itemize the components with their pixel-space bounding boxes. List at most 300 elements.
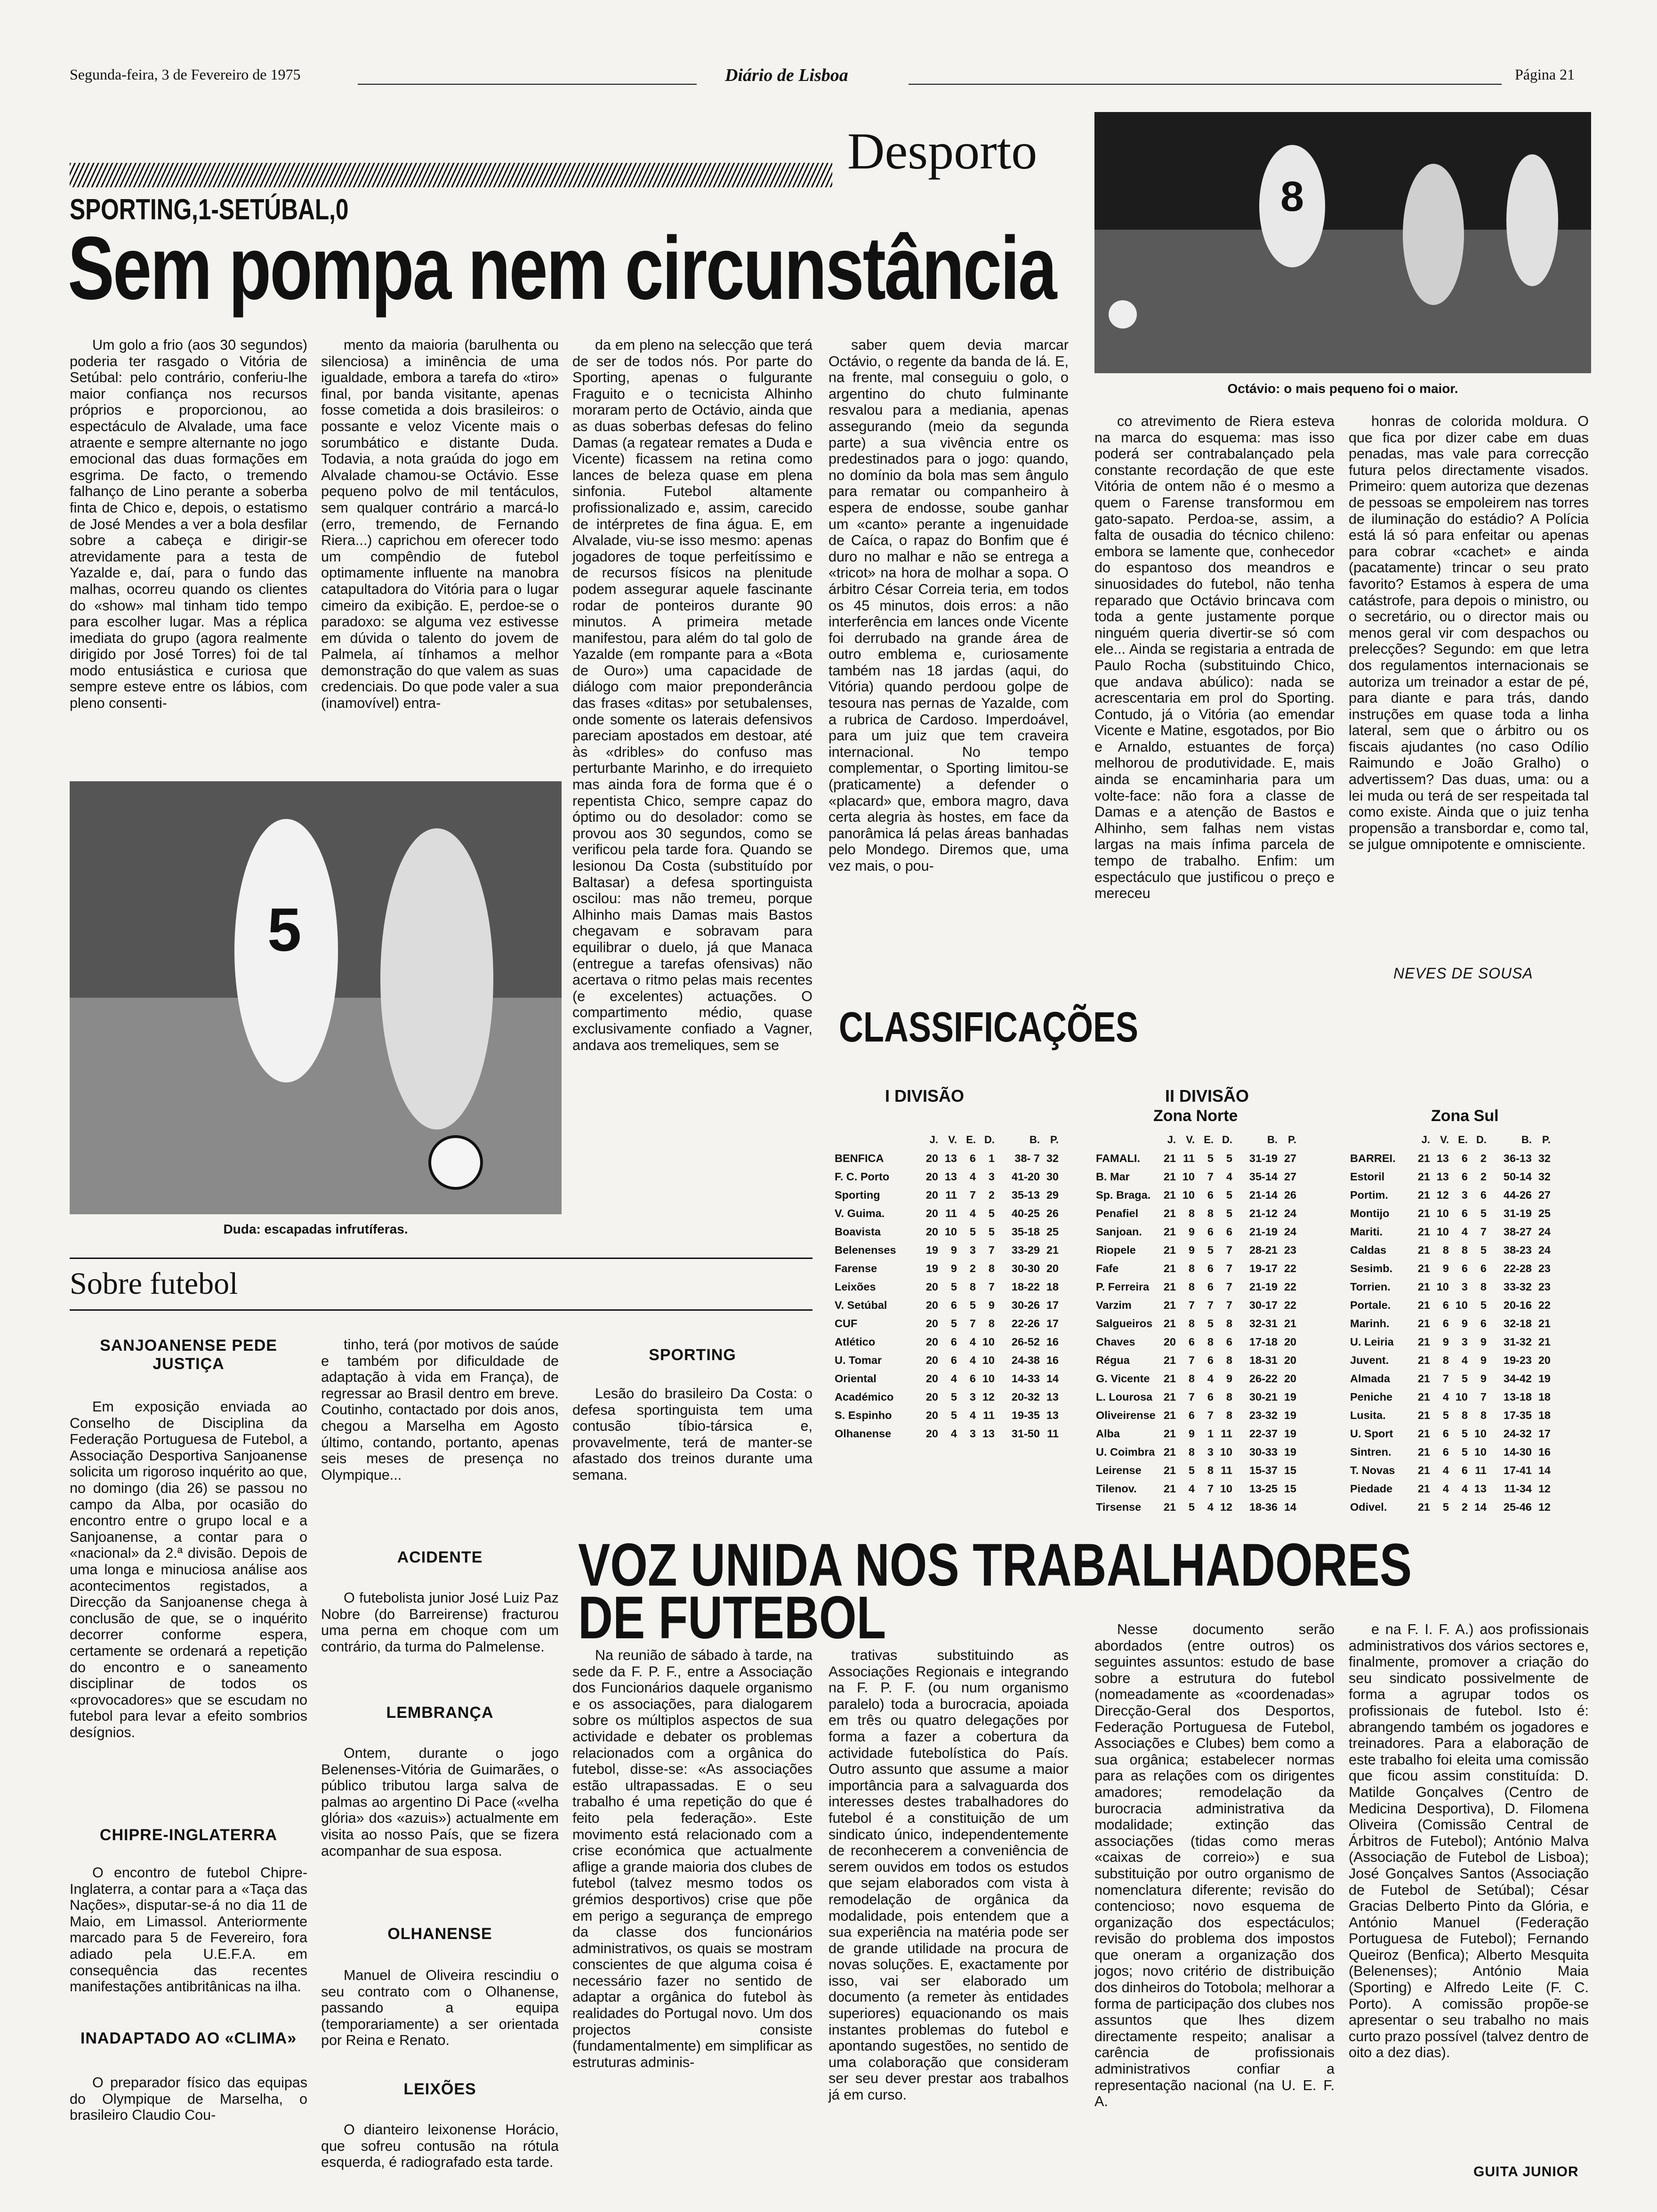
stat-cell: 18-22: [1011, 1281, 1040, 1293]
stat-cell: 7: [988, 1281, 995, 1293]
stat-cell: 17-41: [1503, 1464, 1532, 1476]
stat-cell: 21: [1163, 1207, 1176, 1219]
stat-cell: 4: [1442, 1391, 1449, 1403]
stat-cell: 23: [1538, 1262, 1551, 1274]
stat-cell: 41-20: [1011, 1170, 1040, 1183]
sobre-s1-text: Em exposição enviada ao Conselho de Disciplina da Federação Portuguesa de Futebol, a Associação Desportiva Sanjoanense solicita um rigoroso inquérito ao que, no domingo (dia 26) se passou no campo da Alba, por ocasião do encontro entre o grupo local e a Sanjoanense, a contar para o «nacional» da 2.ª divisão. Depois de uma longa e minuciosa análise aos acontecimentos registados, a Direcção da Sanjoanense chega à conclusão de que, se o inquérito decorrer conforme espera, certamente se ordenará a repetição do encontro e o saneamento disciplinar de todos os «provocadores» que se escudam no futebol para levar a efeito sombrios desígnios.: [70, 1399, 307, 1740]
stat-cell: 3: [988, 1170, 995, 1183]
team-name: U. Sport: [1350, 1427, 1393, 1440]
stat-cell: 7: [1188, 1354, 1195, 1366]
stat-cell: 21: [1417, 1299, 1430, 1311]
stat-cell: 11: [1221, 1427, 1232, 1440]
team-name: S. Espinho: [835, 1409, 892, 1421]
photo-duda-image: [70, 781, 562, 1214]
team-name: Sporting: [835, 1189, 880, 1201]
stat-cell: 6: [1461, 1152, 1468, 1164]
team-name: Portim.: [1350, 1189, 1388, 1201]
stat-cell: 20: [1046, 1262, 1059, 1274]
stat-cell: 11: [1221, 1464, 1232, 1476]
stat-cell: 5: [1188, 1501, 1195, 1513]
stat-cell: 24: [1284, 1207, 1296, 1219]
stat-cell: 14: [1284, 1501, 1296, 1513]
stat-cell: 4: [969, 1409, 976, 1421]
stat-cell: 5: [950, 1317, 957, 1330]
stat-cell: 3: [969, 1391, 976, 1403]
stat-cell: 6: [1480, 1262, 1487, 1274]
team-name: Salgueiros: [1096, 1317, 1153, 1330]
stat-cell: 7: [1207, 1409, 1214, 1421]
lead-col-5-text: co atrevimento de Riera esteva na marca do esquema: mas isso poderá ser contrabalançado pela constante recordação de que este Vitória de ontem não é o mesmo a quem o Farense transformou em gato-sapato. Perdoa-se, assim, a falta de ousadia do técnico chileno: embora se lamente que, conhecedor do espantoso dos meandros e sinuosidades do futebol, não tenha reparado que Octávio brincava com toda a gente justamente porque ninguém queria divertir-se só com ele... Ainda se registaria a entrada de Paulo Rocha (substituindo Chico, que andava abúlico): nada se acrescentaria em prol do Sporting. Contudo, já o Vitória (ao emendar Vicente e Matine, esgotados, por Bio e Arnaldo, estuantes de força) melhorou de produtividade. E, mais ainda se encaminharia para um volte-face: não fora a classe de Damas e a atenção de Bastos e Alhinho, sem falhas nem vistas largas na mais ínfima parcela de tempo de trabalho. Enfim: um espectáculo que justificou o preço e mereceu: [1094, 413, 1335, 902]
stat-cell: 21: [1417, 1226, 1430, 1238]
stat-cell: 6: [1442, 1299, 1449, 1311]
stat-cell: 4: [1207, 1372, 1214, 1385]
stat-cell: 30-21: [1249, 1391, 1278, 1403]
stat-cell: 30-33: [1249, 1446, 1278, 1458]
stat-cell: 6: [1461, 1262, 1468, 1274]
stat-cell: 6: [1207, 1189, 1214, 1201]
col-header: V.: [948, 1134, 957, 1146]
stat-cell: 21: [1417, 1317, 1430, 1330]
stat-cell: 24: [1284, 1226, 1296, 1238]
stat-cell: 5: [1226, 1207, 1232, 1219]
col-header: E.: [966, 1134, 976, 1146]
stat-cell: 21: [1163, 1391, 1176, 1403]
team-name: Alba: [1096, 1427, 1120, 1440]
lead-col-5: [1094, 413, 1335, 980]
stat-cell: 18-36: [1249, 1501, 1278, 1513]
table-row: [833, 1388, 1060, 1406]
table-row: [1094, 1149, 1298, 1168]
stat-cell: 20: [925, 1336, 938, 1348]
team-name: Estoril: [1350, 1170, 1385, 1183]
stat-cell: 10: [1220, 1446, 1232, 1458]
team-name: U. Coimbra: [1096, 1446, 1155, 1458]
stat-cell: 17: [1046, 1317, 1059, 1330]
stat-cell: 13: [944, 1170, 957, 1183]
stat-cell: 9: [950, 1244, 957, 1256]
stat-cell: 22: [1538, 1299, 1551, 1311]
stat-cell: 25: [1046, 1226, 1059, 1238]
stat-cell: 22: [1284, 1299, 1296, 1311]
stat-cell: 17-35: [1503, 1409, 1532, 1421]
team-name: Oriental: [835, 1372, 877, 1385]
team-name: Piedade: [1350, 1483, 1393, 1495]
table-row: [833, 1406, 1060, 1425]
stat-cell: 5: [1461, 1446, 1468, 1458]
table-row: [833, 1278, 1060, 1296]
table-row: [833, 1333, 1060, 1351]
stat-cell: 22: [1284, 1281, 1296, 1293]
stat-cell: 29: [1046, 1189, 1059, 1201]
stat-cell: 4: [950, 1427, 957, 1440]
stat-cell: 1: [988, 1152, 995, 1164]
stat-cell: 4: [969, 1354, 976, 1366]
stat-cell: 5: [1442, 1501, 1449, 1513]
table-row: [1349, 1186, 1552, 1204]
stat-cell: 20: [925, 1391, 938, 1403]
voz-col-3: [1094, 1621, 1335, 2191]
team-name: Fafe: [1096, 1262, 1119, 1274]
stat-cell: 23-32: [1249, 1409, 1278, 1421]
team-name: Sp. Braga.: [1096, 1189, 1151, 1201]
stat-cell: 31-32: [1503, 1336, 1532, 1348]
stat-cell: 26: [1284, 1189, 1296, 1201]
section-hatch: [70, 163, 832, 187]
stat-cell: 5: [1461, 1372, 1468, 1385]
stat-cell: 5: [969, 1299, 976, 1311]
col-header: D.: [984, 1134, 995, 1146]
table-row: [1349, 1168, 1552, 1186]
sobre-s3-cont-text: tinho, terá (por motivos de saúde e também por dificuldade de adaptação à vida em França), de regressar ao Brasil dentro em breve. Coutinho, contactado por dois anos, chegou a Marselha em Agosto último, contando, portanto, apenas seis meses de presença no Olympique...: [321, 1337, 559, 1483]
stat-cell: 21: [1417, 1372, 1430, 1385]
table-row: [1349, 1351, 1552, 1370]
table-row: [833, 1351, 1060, 1370]
sobre-s4: [321, 1590, 559, 1670]
stat-cell: 9: [1188, 1244, 1195, 1256]
stat-cell: 22-37: [1249, 1427, 1278, 1440]
stat-cell: 8: [1188, 1281, 1195, 1293]
stat-cell: 50-14: [1503, 1170, 1532, 1183]
stat-cell: 20: [925, 1409, 938, 1421]
col-header: E.: [1458, 1134, 1468, 1146]
stat-cell: 21: [1417, 1501, 1430, 1513]
team-name: G. Vicente: [1096, 1372, 1150, 1385]
stat-cell: 13: [1436, 1152, 1449, 1164]
stat-cell: 7: [969, 1317, 976, 1330]
table-row: [1094, 1314, 1298, 1333]
stat-cell: 9: [1461, 1317, 1468, 1330]
team-name: Leixões: [835, 1281, 876, 1293]
stat-cell: 8: [1226, 1391, 1232, 1403]
photo-octavio-caption: Octávio: o mais pequeno foi o maior.: [1227, 381, 1458, 396]
table-row: [1094, 1204, 1298, 1223]
team-name: FAMALI.: [1096, 1152, 1140, 1164]
stat-cell: 22-26: [1011, 1317, 1040, 1330]
team-name: Leirense: [1096, 1464, 1142, 1476]
sobre-s7-title: LEIXÕES: [403, 2080, 476, 2098]
stat-cell: 6: [1226, 1336, 1232, 1348]
team-name: Portale.: [1350, 1299, 1391, 1311]
table-div1-header: [833, 1130, 1060, 1149]
div1-title: I DIVISÃO: [885, 1086, 965, 1106]
stat-cell: 8: [1461, 1244, 1468, 1256]
stat-cell: 11-34: [1504, 1483, 1532, 1495]
stat-cell: 33-29: [1011, 1244, 1040, 1256]
sobre-s7-text: O dianteiro leixonense Horácio, que sofreu contusão na rótula esquerda, é radiografado esta tarde.: [321, 2122, 559, 2171]
col-header: J.: [1421, 1134, 1430, 1146]
stat-cell: 5: [988, 1226, 995, 1238]
stat-cell: 8: [1207, 1464, 1214, 1476]
stat-cell: 27: [1284, 1170, 1296, 1183]
team-name: V. Guima.: [835, 1207, 885, 1219]
stat-cell: 21: [1417, 1170, 1430, 1183]
team-name: Almada: [1350, 1372, 1390, 1385]
stat-cell: 5: [1188, 1464, 1195, 1476]
team-name: Académico: [835, 1391, 894, 1403]
stat-cell: 7: [1207, 1483, 1214, 1495]
stat-cell: 6: [950, 1299, 957, 1311]
stat-cell: 21: [1163, 1226, 1176, 1238]
stat-cell: 16: [1046, 1354, 1059, 1366]
stat-cell: 36-13: [1503, 1152, 1532, 1164]
stat-cell: 22: [1284, 1262, 1296, 1274]
photo-octavio-image: [1094, 112, 1591, 373]
stat-cell: 11: [945, 1207, 957, 1219]
team-name: Caldas: [1350, 1244, 1387, 1256]
stat-cell: 6: [1442, 1427, 1449, 1440]
stat-cell: 26-22: [1249, 1372, 1278, 1385]
stat-cell: 6: [1207, 1226, 1214, 1238]
stat-cell: 19: [1284, 1409, 1296, 1421]
stat-cell: 5: [1461, 1427, 1468, 1440]
table-row: [1349, 1370, 1552, 1388]
stat-cell: 14-30: [1503, 1446, 1532, 1458]
team-name: Belenenses: [835, 1244, 896, 1256]
svg-text:8: 8: [1280, 173, 1304, 220]
stat-cell: 24-38: [1011, 1354, 1040, 1366]
stat-cell: 6: [1461, 1464, 1468, 1476]
stat-cell: 5: [1207, 1317, 1214, 1330]
sobre-s7: [321, 2122, 559, 2190]
stat-cell: 9: [1226, 1372, 1232, 1385]
stat-cell: 11: [945, 1189, 957, 1201]
team-name: Régua: [1096, 1354, 1130, 1366]
stat-cell: 2: [969, 1262, 976, 1274]
stat-cell: 21: [1417, 1427, 1430, 1440]
team-name: Atlético: [835, 1336, 876, 1348]
stat-cell: 3: [1207, 1446, 1214, 1458]
team-name: Mariti.: [1350, 1226, 1383, 1238]
stat-cell: 20: [925, 1299, 938, 1311]
stat-cell: 17-18: [1249, 1336, 1278, 1348]
table-row: [1349, 1223, 1552, 1241]
stat-cell: 20: [925, 1317, 938, 1330]
stat-cell: 8: [1442, 1244, 1449, 1256]
stat-cell: 13: [944, 1152, 957, 1164]
stat-cell: 21: [1163, 1464, 1176, 1476]
col-header: J.: [929, 1134, 938, 1146]
sobre-s2-title: CHIPRE-INGLATERRA: [99, 1826, 278, 1844]
sobre-s2: [70, 1865, 307, 2026]
table-row: [833, 1204, 1060, 1223]
stat-cell: 32-31: [1249, 1317, 1278, 1330]
lead-col-1: [70, 337, 307, 770]
team-name: Boavista: [835, 1226, 881, 1238]
stat-cell: 8: [988, 1317, 995, 1330]
voz-col-2-text: trativas substituindo as Associações Regionais e integrando na F. P. F. (ou num organismo paralelo) toda a burocracia, apoiada em três ou quatro delegações por forma a fazer a cobertura da actividade futebolística do País. Outro assunto que assume a maior importância para a salvaguarda dos interesses destes trabalhadores do futebol é a constituição de um sindicato único, independentemente de reconhecerem a conveniência de serem ouvidos em todos os estudos que sejam elaborados com vista à remodelação de orgânica da modalidade, pois entendem que a sua experiência na matéria pode ser de grande utilidade na procura de novas soluções. E, exactamente por isso, vai ser elaborado um documento (a remeter às entidades superiores) equacionando os mais instantes problemas do futebol e apontando sugestões, no sentido de uma colaboração que consideram ser seu dever prestar aos trabalhos já em curso.: [828, 1647, 1069, 2103]
stat-cell: 20: [925, 1372, 938, 1385]
stat-cell: 6: [1480, 1189, 1487, 1201]
sobre-title: Sobre futebol: [70, 1266, 238, 1301]
stat-cell: 11: [983, 1409, 995, 1421]
stat-cell: 26: [1046, 1207, 1059, 1219]
stat-cell: 13-25: [1249, 1483, 1278, 1495]
section-title: Desporto: [847, 122, 1038, 180]
team-name: Juvent.: [1350, 1354, 1389, 1366]
stat-cell: 5: [950, 1391, 957, 1403]
stat-cell: 38-27: [1503, 1226, 1532, 1238]
stat-cell: 8: [1461, 1409, 1468, 1421]
lead-col-2-text: mento da maioria (barulhenta ou silenciosa) a iminência de uma igualdade, embora a tarefa do «tiro» final, por banda visitante, apenas fosse cometida a dois brasileiros: o possante e veloz Vicente mais o sorumbático e distante Duda. Todavia, a nota graúda do jogo em Alvalade chamou-se Octávio. Esse pequeno polvo de mil tentáculos, sem qualquer contrário a marcá-lo (erro, tremendo, de Fernando Riera...) caprichou em oferecer todo um compêndio de futebol optimamente influente na manobra catapultadora do Vitória para o lugar cimeiro da exibição. E, perdoe-se o paradoxo: se alguma vez estivesse em dúvida o talento do jovem de Palmela, aí tínhamos a melhor demonstração do que valem as suas credenciais. Do que pode valer a sua (inamovível) entra-: [321, 337, 559, 712]
sobre-s8-title: SPORTING: [649, 1346, 736, 1364]
table-row: [1094, 1333, 1298, 1351]
lead-byline: NEVES DE SOUSA: [1393, 965, 1533, 982]
stat-cell: 21-19: [1249, 1226, 1278, 1238]
table-row: [1349, 1480, 1552, 1498]
stat-cell: 6: [969, 1372, 976, 1385]
stat-cell: 26-52: [1011, 1336, 1040, 1348]
team-name: T. Novas: [1350, 1464, 1395, 1476]
sobre-s1-title: SANJOANENSE PEDE JUSTIÇA: [100, 1337, 277, 1373]
stat-cell: 21: [1417, 1483, 1430, 1495]
masthead-paper: Diário de Lisboa: [725, 65, 848, 85]
team-name: Peniche: [1350, 1391, 1393, 1403]
stat-cell: 21: [1163, 1372, 1176, 1385]
stat-cell: 21: [1417, 1244, 1430, 1256]
table-row: [1349, 1425, 1552, 1443]
stat-cell: 13: [1436, 1170, 1449, 1183]
team-name: Penafiel: [1096, 1207, 1139, 1219]
stat-cell: 19: [1284, 1446, 1296, 1458]
stat-cell: 10: [982, 1336, 995, 1348]
stat-cell: 6: [950, 1336, 957, 1348]
stat-cell: 27: [1538, 1189, 1551, 1201]
table-row: [1094, 1461, 1298, 1480]
stat-cell: 21: [1417, 1354, 1430, 1366]
table-norte-header: [1094, 1130, 1298, 1149]
col-header: P.: [1288, 1134, 1296, 1146]
team-name: Riopele: [1096, 1244, 1136, 1256]
stat-cell: 21: [1417, 1336, 1430, 1348]
col-header: J.: [1167, 1134, 1176, 1146]
stat-cell: 21: [1163, 1317, 1176, 1330]
stat-cell: 6: [969, 1152, 976, 1164]
photo-duda-caption: Duda: escapadas infrutíferas.: [223, 1222, 408, 1236]
stat-cell: 15-37: [1249, 1464, 1278, 1476]
stat-cell: 10: [982, 1372, 995, 1385]
sobre-s4-title: ACIDENTE: [397, 1548, 483, 1566]
col-header: E.: [1204, 1134, 1214, 1146]
lead-col-1-text: Um golo a frio (aos 30 segundos) poderia ter rasgado o Vitória de Setúbal: pelo contrário, conferiu-lhe maior confiança nos recursos próprios e proporcionou, ao espectáculo de Alvalade, uma face atraente e sempre alternante no jogo emocional das duas formações em esgrima. De facto, o tremendo falhanço de Lino perante a soberba finta de Chico e, depois, o estatismo de José Mendes a ver a bola desfilar sobre a cabeça e dirigir-se atrevidamente para a testa de Yazalde e, daí, para o fundo das malhas, ocorreu quando os clientes do «show» mal tinham tido tempo para escolher lugar. Mas a réplica imediata do grupo (agora realmente dirigido por José Torres) foi de tal modo entusiástica e curiosa que sempre esteve entre os lábios, com pleno consenti-: [70, 337, 307, 712]
stat-cell: 18-31: [1249, 1354, 1278, 1366]
stat-cell: 14: [1538, 1464, 1551, 1476]
div2-title: II DIVISÃO: [1165, 1086, 1249, 1106]
stat-cell: 4: [950, 1372, 957, 1385]
team-name: Torrien.: [1350, 1281, 1391, 1293]
stat-cell: 5: [1226, 1152, 1232, 1164]
stat-cell: 18: [1538, 1391, 1551, 1403]
sobre-s3-cont: [321, 1337, 559, 1483]
stat-cell: 9: [1442, 1262, 1449, 1274]
stat-cell: 19: [1538, 1372, 1551, 1385]
stat-cell: 8: [1188, 1317, 1195, 1330]
lead-col-6-text: honras de colorida moldura. O que fica por dizer cabe em duas penadas, mas vale para correcção futura pelos directamente visados. Primeiro: quem autoriza que dezenas de pessoas se empoleirem nas torres de iluminação do estádio? A Polícia está lá só para enfeitar ou apenas para cobrar «cachet» e ainda (pacatamente) trincar o seu prato favorito? Estamos à espera de uma catástrofe, para depois o ministro, ou o secretário, ou o director mais ou menos geral vir com despachos ou prelecções? Segundo: em que letra dos regulamentos internacionais se autoriza um treinador a estar de pé, para diante e para trás, dando instruções em quase toda a linha lateral, sem que o árbitro ou os fiscais ajudantes (no caso Odílio Raimundo e João Gralho) o advertissem? Das duas, uma: ou a lei muda ou terá de ser respeitada tal como existe. Ainda que o juiz tenha propensão a transbordar e, como tal, se julgue omnipotente e omnisciente.: [1349, 413, 1589, 853]
photo-duda: [70, 781, 562, 1214]
stat-cell: 3: [1461, 1281, 1468, 1293]
stat-cell: 14: [1046, 1372, 1059, 1385]
stat-cell: 19: [925, 1244, 938, 1256]
stat-cell: 31-19: [1503, 1207, 1532, 1219]
stat-cell: 21: [1163, 1281, 1176, 1293]
stat-cell: 21: [1163, 1152, 1176, 1164]
stat-cell: 21: [1417, 1207, 1430, 1219]
stat-cell: 24: [1538, 1226, 1551, 1238]
div2-sul-title: Zona Sul: [1431, 1107, 1499, 1125]
stat-cell: 4: [1461, 1226, 1468, 1238]
lead-col-3-text: da em pleno na selecção que terá de ser de todos nós. Por parte do Sporting, apenas o fulgurante Fraguito e o tecnicista Alhinho moraram perto de Octávio, ainda que as duas soberbas defesas do felino Damas (a regatear remates a Duda e Vicente) ficassem na retina como lances de beleza quase em plena sinfonia. Futebol altamente profissionalizado e, assim, carecido de intérpretes de fina água. E, em Alvalade, viu-se isso mesmo: apenas jogadores de toque perfeitíssimo e de recursos físicos na plenitude podem assegurar aquele fascinante rodar de ponteiros durante 90 minutos. A primeira metade manifestou, para além do tal golo de Yazalde (em rompante para a «Bota de Ouro») uma capacidade de diálogo com maior preponderância das frases «ditas» por setubalenses, onde somente os laterais defensivos pareciam apostados em destoar, até às «dribles» do confuso mas perturbante Marinho, e do irrequieto mas ainda fora de forma que é o repentista Chico, sempre capaz do óptimo ou do desolador: como se provou aos 30 segundos, como se verificou pela tarde fora. Quando se lesionou Da Costa (substituído por Baltasar) a defesa sportinguista oscilou: mas não tremeu, porque Alhinho mais Damas mais Bastos chegavam e sobravam para equilibrar o duelo, já que Manaca (entregue a tarefas ofensivas) não acertava o ritmo pelas mais recentes (e excelentes) actuações. O compartimento médio, quase exclusivamente confiado a Vagner, andava aos tremeliques, sem se: [572, 337, 812, 1053]
stat-cell: 35-13: [1011, 1189, 1040, 1201]
stat-cell: 8: [1188, 1207, 1195, 1219]
table-row: [1094, 1168, 1298, 1186]
stat-cell: 4: [969, 1207, 976, 1219]
sobre-s8: [572, 1386, 812, 1517]
team-name: Sintren.: [1350, 1446, 1392, 1458]
stat-cell: 7: [988, 1244, 995, 1256]
stat-cell: 4: [1461, 1354, 1468, 1366]
stat-cell: 13: [1474, 1483, 1487, 1495]
table-row: [833, 1296, 1060, 1314]
table-row: [1349, 1314, 1552, 1333]
stat-cell: 3: [969, 1244, 976, 1256]
col-header: B.: [1521, 1134, 1532, 1146]
team-name: Montijo: [1350, 1207, 1390, 1219]
stat-cell: 7: [1480, 1226, 1487, 1238]
stat-cell: 21: [1417, 1409, 1430, 1421]
stat-cell: 10: [1436, 1281, 1449, 1293]
stat-cell: 21: [1163, 1354, 1176, 1366]
stat-cell: 6: [1207, 1281, 1214, 1293]
stat-cell: 20: [925, 1226, 938, 1238]
stat-cell: 4: [969, 1170, 976, 1183]
stat-cell: 7: [1480, 1391, 1487, 1403]
stat-cell: 10: [1474, 1427, 1487, 1440]
stat-cell: 19-17: [1249, 1262, 1278, 1274]
svg-text:5: 5: [267, 895, 302, 964]
stat-cell: 20: [925, 1189, 938, 1201]
stat-cell: 31-50: [1011, 1427, 1040, 1440]
team-name: Tilenov.: [1096, 1483, 1137, 1495]
table-row: [833, 1149, 1060, 1168]
team-name: Sanjoan.: [1096, 1226, 1142, 1238]
col-header: P.: [1050, 1134, 1059, 1146]
stat-cell: 35-18: [1011, 1226, 1040, 1238]
stat-cell: 35-14: [1249, 1170, 1278, 1183]
team-name: CUF: [835, 1317, 858, 1330]
stat-cell: 14: [1474, 1501, 1487, 1513]
stat-cell: 13: [982, 1427, 995, 1440]
stat-cell: 6: [1188, 1336, 1195, 1348]
stat-cell: 11: [1183, 1152, 1195, 1164]
stat-cell: 9: [1188, 1427, 1195, 1440]
table-norte: [1094, 1130, 1298, 1516]
table-row: [833, 1425, 1060, 1443]
stat-cell: 17: [1046, 1299, 1059, 1311]
stat-cell: 4: [1207, 1501, 1214, 1513]
table-row: [1094, 1443, 1298, 1461]
stat-cell: 21: [1163, 1189, 1176, 1201]
lead-headline: Sem pompa nem circunstância: [68, 218, 1056, 318]
stat-cell: 20: [925, 1354, 938, 1366]
table-div1: [833, 1130, 1060, 1443]
col-header: V.: [1440, 1134, 1449, 1146]
stat-cell: 8: [1226, 1354, 1232, 1366]
stat-cell: 6: [1207, 1391, 1214, 1403]
team-name: V. Setúbal: [835, 1299, 887, 1311]
table-row: [1094, 1259, 1298, 1278]
stat-cell: 8: [1188, 1262, 1195, 1274]
stat-cell: 9: [1480, 1354, 1487, 1366]
sobre-s5-title: LEMBRANÇA: [386, 1704, 494, 1722]
